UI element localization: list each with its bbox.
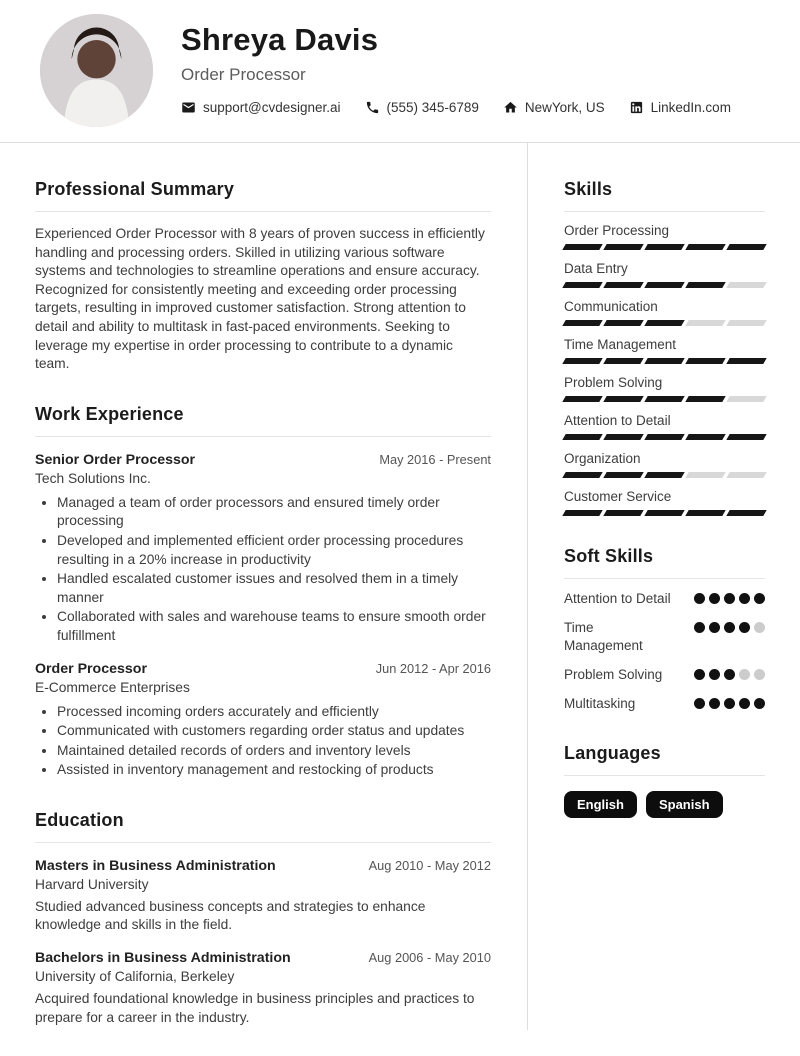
rating-dot <box>709 698 720 709</box>
soft-skill-dot-rating <box>694 695 765 709</box>
profile-photo <box>40 14 153 127</box>
skill-bar-segment <box>644 472 684 478</box>
summary-text: Experienced Order Processor with 8 years of proven success in efficiently handling and processing orders. Skilled in utilizing various software systems and technologies to streamline operations and ensure accuracy. Recognized for consistently meeting and exceeding order processing targets, resulting in improved customer satisfaction. Strong attention to detail and ability to multitask in fast-paced environments. Seeking to leverage my expertise in order processing to contribute to a dynamic team. <box>35 226 485 372</box>
contact-text: NewYork, US <box>524 100 605 115</box>
job-entry <box>35 661 491 780</box>
skill-item <box>564 223 765 250</box>
skill-bar-segment <box>562 510 602 516</box>
skill-bar-segment <box>685 244 725 250</box>
education-list <box>35 858 491 1027</box>
rating-dot <box>694 593 705 604</box>
skill-bar-segment <box>603 282 643 288</box>
person-name: Shreya Davis <box>181 22 379 57</box>
rating-dot <box>739 622 750 633</box>
skills-heading: Skills <box>564 179 765 212</box>
resume-body <box>0 143 800 1030</box>
skill-bar-segment <box>562 434 602 440</box>
skill-item <box>564 299 765 326</box>
education-description: Acquired foundational knowledge in business principles and practices to prepare for a career in the industry. <box>35 991 475 1025</box>
soft-skill-dot-rating <box>694 590 765 604</box>
skill-bar-segment <box>644 434 684 440</box>
skill-bar-segment <box>726 472 766 478</box>
rating-dot <box>754 669 765 680</box>
soft-skill-item <box>564 695 765 713</box>
job-bullet: • Communicated with customers regarding order status and updates <box>57 722 491 741</box>
job-dates: Jun 2012 - Apr 2016 <box>375 660 491 676</box>
skill-name: Data Entry <box>564 261 628 276</box>
skill-level-bar <box>564 396 765 402</box>
rating-dot <box>694 622 705 633</box>
rating-dot <box>694 698 705 709</box>
soft-skill-item <box>564 619 765 655</box>
skill-bar-segment <box>644 320 684 326</box>
skill-bar-segment <box>685 434 725 440</box>
languages-heading: Languages <box>564 743 765 776</box>
skill-item <box>564 451 765 478</box>
person-job-title: Order Processor <box>181 65 306 84</box>
job-bullet: • Collaborated with sales and warehouse teams to ensure smooth order fulfillment <box>57 608 491 645</box>
linkedin-icon <box>629 100 644 115</box>
skill-name: Communication <box>564 299 658 314</box>
rating-dot <box>739 669 750 680</box>
soft-skill-dot-rating <box>694 666 765 680</box>
job-bullet: • Maintained detailed records of orders and inventory levels <box>57 742 491 761</box>
contact-text: (555) 345-6789 <box>386 100 479 115</box>
skill-bar-segment <box>562 472 602 478</box>
job-company: E-Commerce Enterprises <box>35 679 190 695</box>
skill-bar-segment <box>726 320 766 326</box>
rating-dot <box>754 622 765 633</box>
skill-bar-segment <box>685 510 725 516</box>
skill-bar-segment <box>603 472 643 478</box>
skill-bar-segment <box>562 320 602 326</box>
skill-bar-segment <box>644 282 684 288</box>
skill-bar-segment <box>726 244 766 250</box>
skill-level-bar <box>564 244 765 250</box>
soft-skill-name: Problem Solving <box>564 667 663 682</box>
degree-title: Bachelors in Business Administration <box>35 950 291 967</box>
skill-bar-segment <box>726 282 766 288</box>
experience-section <box>35 404 491 780</box>
experience-heading: Work Experience <box>35 404 491 437</box>
summary-section <box>35 179 491 374</box>
email-icon <box>181 100 196 115</box>
rating-dot <box>724 622 735 633</box>
contact-item <box>365 100 479 115</box>
language-badge: English <box>564 791 637 818</box>
contact-item <box>629 100 731 115</box>
soft-skills-heading: Soft Skills <box>564 546 765 579</box>
rating-dot <box>754 698 765 709</box>
skill-bar-segment <box>603 434 643 440</box>
skill-bar-segment <box>644 396 684 402</box>
skill-level-bar <box>564 282 765 288</box>
soft-skill-dot-rating <box>694 619 765 633</box>
skill-item <box>564 375 765 402</box>
school-name: Harvard University <box>35 876 149 892</box>
job-title: Order Processor <box>35 660 147 677</box>
soft-skill-item <box>564 666 765 684</box>
job-bullet-list <box>35 494 491 646</box>
contact-text: support@cvdesigner.ai <box>203 100 341 115</box>
skill-bar-segment <box>685 396 725 402</box>
skill-bar-segment <box>726 396 766 402</box>
contact-item <box>181 100 341 115</box>
rating-dot <box>724 698 735 709</box>
skill-item <box>564 337 765 364</box>
rating-dot <box>709 593 720 604</box>
soft-skill-list <box>564 590 765 713</box>
education-dates: Aug 2010 - May 2012 <box>368 857 491 873</box>
skill-level-bar <box>564 358 765 364</box>
education-description: Studied advanced business concepts and strategies to enhance knowledge and skills in the field. <box>35 898 426 933</box>
skill-name: Organization <box>564 451 641 466</box>
skill-level-bar <box>564 434 765 440</box>
skill-bar-segment <box>685 282 725 288</box>
person-portrait-placeholder <box>40 14 153 127</box>
rating-dot <box>739 698 750 709</box>
rating-dot <box>754 593 765 604</box>
skill-list <box>564 223 765 516</box>
skill-bar-segment <box>562 282 602 288</box>
skill-bar-segment <box>603 358 643 364</box>
rating-dot <box>739 593 750 604</box>
skill-bar-segment <box>726 358 766 364</box>
rating-dot <box>709 669 720 680</box>
languages-section <box>564 743 765 818</box>
job-company: Tech Solutions Inc. <box>35 470 151 486</box>
skills-section <box>564 179 765 516</box>
skill-bar-segment <box>644 244 684 250</box>
job-entry <box>35 452 491 646</box>
skill-bar-segment <box>603 510 643 516</box>
main-column <box>0 143 528 1030</box>
skill-bar-segment <box>726 434 766 440</box>
skill-bar-segment <box>562 396 602 402</box>
soft-skills-section <box>564 546 765 713</box>
job-dates: May 2016 - Present <box>379 451 491 467</box>
rating-dot <box>694 669 705 680</box>
skill-name: Time Management <box>564 337 677 352</box>
job-bullet: • Assisted in inventory management and restocking of products <box>57 761 491 780</box>
contact-row <box>181 100 731 115</box>
education-entry <box>35 950 491 1027</box>
skill-name: Problem Solving <box>564 375 663 390</box>
language-badge-list <box>564 791 765 818</box>
skill-bar-segment <box>644 510 684 516</box>
language-badge: Spanish <box>646 791 723 818</box>
job-bullet: • Handled escalated customer issues and resolved them in a timely manner <box>57 570 491 607</box>
education-entry <box>35 858 491 935</box>
skill-bar-segment <box>685 358 725 364</box>
skill-name: Order Processing <box>564 223 670 238</box>
skill-name: Attention to Detail <box>564 413 671 428</box>
skill-item <box>564 261 765 288</box>
education-section <box>35 810 491 1027</box>
rating-dot <box>724 593 735 604</box>
job-bullet: • Developed and implemented efficient order processing procedures resulting in a 20% increase in productivity <box>57 532 491 569</box>
skill-level-bar <box>564 510 765 516</box>
skill-bar-segment <box>685 472 725 478</box>
education-heading: Education <box>35 810 491 843</box>
phone-icon <box>365 100 380 115</box>
skill-bar-segment <box>726 510 766 516</box>
skill-item <box>564 413 765 440</box>
job-bullet-list <box>35 703 491 780</box>
contact-item <box>503 100 605 115</box>
job-bullet: • Managed a team of order processors and ensured timely order processing <box>57 494 491 531</box>
soft-skill-name: Multitasking <box>564 696 636 711</box>
soft-skill-name: Time Management <box>564 620 643 653</box>
school-name: University of California, Berkeley <box>35 969 235 985</box>
job-bullet: • Processed incoming orders accurately and efficiently <box>57 703 491 722</box>
skill-name: Customer Service <box>564 489 672 504</box>
rating-dot <box>724 669 735 680</box>
soft-skill-name: Attention to Detail <box>564 591 671 606</box>
rating-dot <box>709 622 720 633</box>
skill-bar-segment <box>603 320 643 326</box>
education-dates: Aug 2006 - May 2010 <box>368 950 491 966</box>
job-title: Senior Order Processor <box>35 451 196 468</box>
home-icon <box>503 100 518 115</box>
soft-skill-item <box>564 590 765 608</box>
skill-bar-segment <box>562 358 602 364</box>
job-list <box>35 452 491 780</box>
sidebar-column <box>528 143 800 1030</box>
contact-text: LinkedIn.com <box>650 100 731 115</box>
skill-level-bar <box>564 472 765 478</box>
skill-bar-segment <box>644 358 684 364</box>
skill-level-bar <box>564 320 765 326</box>
skill-bar-segment <box>603 396 643 402</box>
resume-header <box>0 0 800 143</box>
skill-bar-segment <box>562 244 602 250</box>
skill-bar-segment <box>685 320 725 326</box>
skill-item <box>564 489 765 516</box>
skill-bar-segment <box>603 244 643 250</box>
summary-heading: Professional Summary <box>35 179 491 212</box>
degree-title: Masters in Business Administration <box>35 857 276 874</box>
